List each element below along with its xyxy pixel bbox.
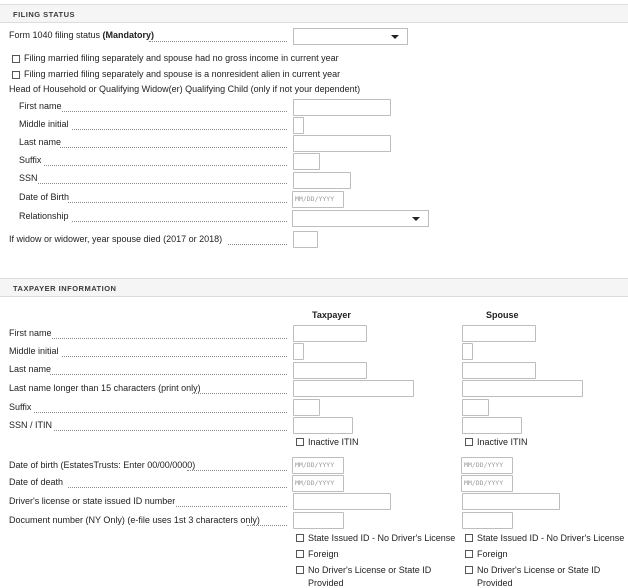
hoh-middle-initial-input[interactable] [293, 117, 304, 134]
spouse-doc-number-input[interactable] [462, 512, 513, 529]
taxpayer-first-name-input[interactable] [293, 325, 367, 342]
taxpayer-inactive-itin-checkbox[interactable] [296, 438, 304, 446]
tp-suffix-label: Suffix [9, 402, 32, 412]
widow-year-input[interactable] [293, 231, 318, 248]
taxpayer-column-heading: Taxpayer [312, 310, 351, 320]
taxpayer-info-header [0, 278, 628, 297]
leader-dots [68, 486, 287, 488]
spouse-first-name-input[interactable] [462, 325, 536, 342]
spouse-middle-initial-input[interactable] [462, 343, 473, 360]
taxpayer-doc-number-input[interactable] [293, 512, 344, 529]
hoh-heading: Head of Household or Qualifying Widow(er) Qualifying Child (only if not your dependent) [9, 84, 361, 94]
leader-dots [228, 243, 287, 245]
tp-first-name-label: First name [9, 328, 52, 338]
spouse-no-income-label: Filing married filing separately and spouse had no gross income in current year [24, 53, 339, 63]
taxpayer-dob-input[interactable]: MM/DD/YYYY [292, 457, 344, 474]
taxpayer-no-dl-label-line2: Provided [308, 578, 344, 588]
tp-ssn-label: SSN / ITIN [9, 420, 53, 430]
leader-dots [72, 220, 287, 222]
filing-status-title: FILING STATUS [13, 10, 76, 19]
tp-middle-initial-label: Middle initial [9, 346, 59, 356]
taxpayer-last-name-input[interactable] [293, 362, 367, 379]
hoh-last-name-label: Last name [19, 137, 62, 147]
tp-dod-label: Date of death [9, 477, 64, 487]
spouse-nonresident-checkbox[interactable] [12, 71, 20, 79]
spouse-inactive-itin-checkbox[interactable] [465, 438, 473, 446]
tp-dob-label: Date of birth (EstatesTrusts: Enter 00/00/0000) [9, 460, 196, 470]
filing-status-header [0, 4, 628, 23]
spouse-dob-input[interactable]: MM/DD/YYYY [461, 457, 513, 474]
hoh-suffix-label: Suffix [19, 155, 42, 165]
chevron-down-icon [391, 35, 399, 39]
spouse-no-dl-label: No Driver's License or State ID [477, 565, 601, 575]
hoh-dob-label: Date of Birth [19, 192, 70, 202]
tp-last-name-label: Last name [9, 364, 52, 374]
spouse-suffix-input[interactable] [462, 399, 489, 416]
taxpayer-state-id-checkbox[interactable] [296, 534, 304, 542]
leader-dots [149, 40, 287, 42]
leader-dots [192, 392, 287, 394]
leader-dots [44, 164, 287, 166]
leader-dots [54, 429, 287, 431]
taxpayer-foreign-checkbox[interactable] [296, 550, 304, 558]
spouse-dod-input[interactable]: MM/DD/YYYY [461, 475, 513, 492]
spouse-foreign-label: Foreign [477, 549, 508, 559]
filing-status-select[interactable] [293, 28, 408, 45]
mandatory-label: (Mandatory) [102, 30, 155, 40]
chevron-down-icon [412, 217, 420, 221]
spouse-last-name-input[interactable] [462, 362, 536, 379]
leader-dots [68, 201, 287, 203]
leader-dots [72, 128, 287, 130]
hoh-middle-initial-label: Middle initial [19, 119, 69, 129]
hoh-first-name-label: First name [19, 101, 62, 111]
spouse-no-dl-label-line2: Provided [477, 578, 513, 588]
spouse-state-id-checkbox[interactable] [465, 534, 473, 542]
hoh-relationship-select[interactable] [292, 210, 429, 227]
widow-year-label: If widow or widower, year spouse died (2017 or 2018) [9, 234, 223, 244]
hoh-ssn-input[interactable] [293, 172, 351, 189]
taxpayer-no-dl-checkbox[interactable] [296, 566, 304, 574]
leader-dots [34, 411, 287, 413]
tp-doc-number-label: Document number (NY Only) (e-file uses 1st 3 characters only) [9, 515, 260, 525]
leader-dots [176, 505, 287, 507]
taxpayer-dod-input[interactable]: MM/DD/YYYY [292, 475, 344, 492]
taxpayer-last-name-long-input[interactable] [293, 380, 414, 397]
taxpayer-no-dl-label: No Driver's License or State ID [308, 565, 432, 575]
taxpayer-foreign-label: Foreign [308, 549, 339, 559]
taxpayer-state-id-label: State Issued ID - No Driver's License [308, 533, 456, 543]
tp-last-name-long-label: Last name longer than 15 characters (print only) [9, 383, 201, 393]
leader-dots [60, 146, 287, 148]
filing-status-label-text: Form 1040 filing status [9, 30, 103, 40]
taxpayer-dl-number-input[interactable] [293, 493, 391, 510]
leader-dots [38, 182, 287, 184]
taxpayer-inactive-itin-label: Inactive ITIN [308, 437, 359, 447]
taxpayer-suffix-input[interactable] [293, 399, 320, 416]
leader-dots [62, 355, 287, 357]
spouse-inactive-itin-label: Inactive ITIN [477, 437, 528, 447]
hoh-dob-input[interactable]: MM/DD/YYYY [292, 191, 344, 208]
spouse-foreign-checkbox[interactable] [465, 550, 473, 558]
hoh-suffix-input[interactable] [293, 153, 320, 170]
spouse-ssn-input[interactable] [462, 417, 522, 434]
taxpayer-middle-initial-input[interactable] [293, 343, 304, 360]
spouse-state-id-label: State Issued ID - No Driver's License [477, 533, 625, 543]
spouse-nonresident-label: Filing married filing separately and spouse is a nonresident alien in current year [24, 69, 341, 79]
spouse-column-heading: Spouse [486, 310, 519, 320]
hoh-last-name-input[interactable] [293, 135, 391, 152]
filing-status-label [9, 30, 154, 40]
spouse-no-dl-checkbox[interactable] [465, 566, 473, 574]
leader-dots [52, 337, 287, 339]
leader-dots [50, 373, 287, 375]
spouse-no-income-checkbox[interactable] [12, 55, 20, 63]
taxpayer-ssn-input[interactable] [293, 417, 353, 434]
spouse-last-name-long-input[interactable] [462, 380, 583, 397]
hoh-first-name-input[interactable] [293, 99, 391, 116]
leader-dots [62, 110, 287, 112]
leader-dots [187, 469, 287, 471]
hoh-relationship-label: Relationship [19, 211, 69, 221]
hoh-ssn-label: SSN [19, 173, 38, 183]
spouse-dl-number-input[interactable] [462, 493, 560, 510]
tp-dl-number-label: Driver's license or state issued ID number [9, 496, 176, 506]
taxpayer-info-title: TAXPAYER INFORMATION [13, 284, 117, 293]
leader-dots [247, 524, 287, 526]
